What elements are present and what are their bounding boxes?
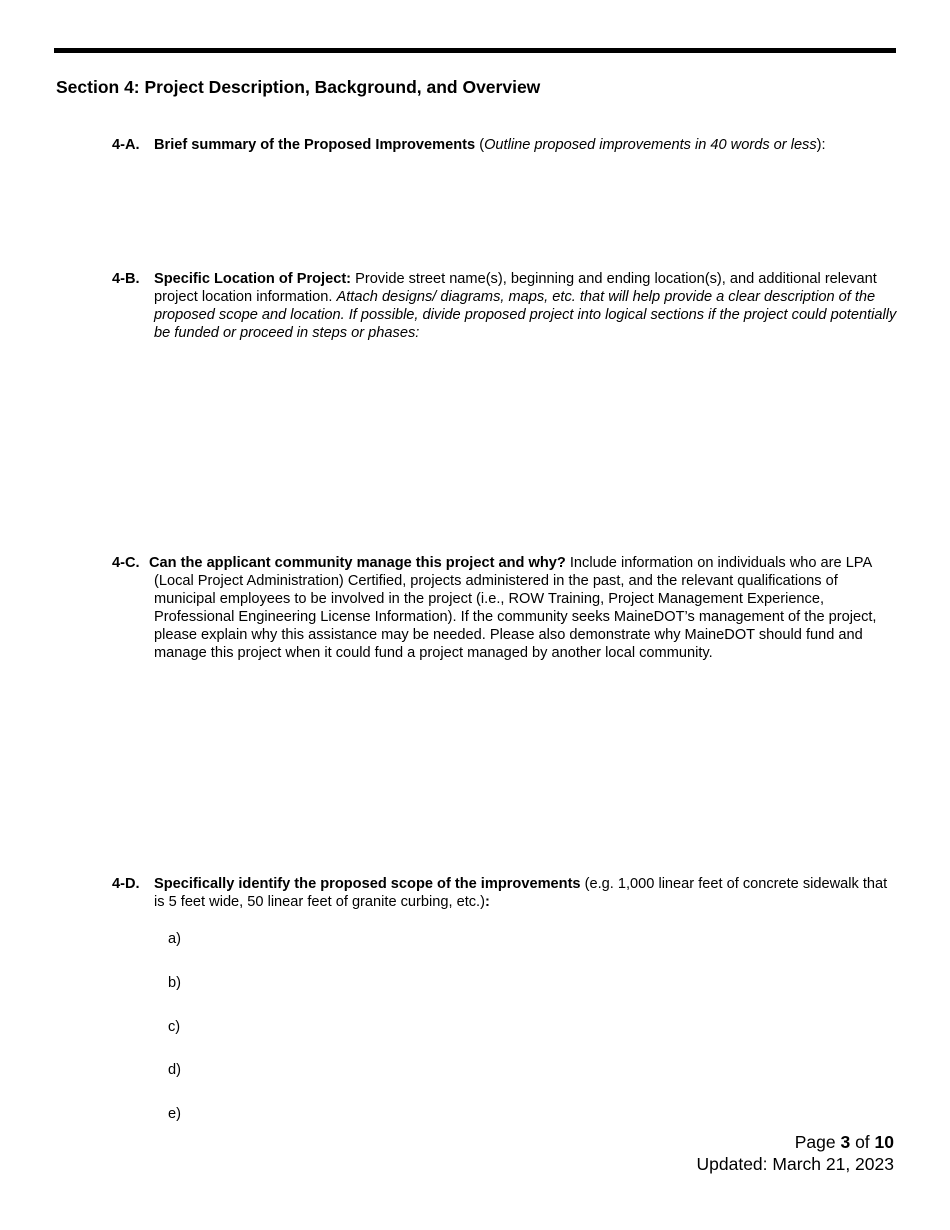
question-instruction: Outline proposed improvements in 40 words or less [484, 137, 817, 153]
question-4a [112, 137, 900, 155]
list-item: e) [168, 1106, 181, 1123]
question-text: Can the applicant community manage this project and why? Include information on individuals who are LPA (Local Project Administration) Certified, projects administered in the past, and the relevant qualifications of municipal employees to be involved in the project (i.e., ROW Training, Project Management Experience, Professional Engineering License Information). If the community seeks MaineDOT’s management of the project, please explain why this assistance may be needed. Please also demonstrate why MaineDOT should fund and manage this project when it could fund a project managed by another local community. [149, 555, 877, 661]
question-4d [112, 876, 900, 912]
question-title: Specifically identify the proposed scope of the improvements [154, 876, 581, 892]
question-number: 4-B. [112, 271, 140, 287]
section-title: Section 4: Project Description, Background, and Overview [56, 77, 541, 97]
question-title: Brief summary of the Proposed Improvements [154, 137, 476, 153]
question-4b [112, 271, 900, 343]
question-instruction: Attach designs/ diagrams, maps, etc. that will help provide a clear description of the proposed scope and location. If possible, divide proposed project into logical sections if the project could potentially be funded or proceed in steps or phases: [154, 288, 897, 341]
question-text: Specifically identify the proposed scope of the improvements (e.g. 1,000 linear feet of concrete sidewalk that is 5 feet wide, 50 linear feet of granite curbing, etc.): [154, 876, 888, 910]
scope-list [168, 930, 181, 1149]
question-4c [112, 555, 900, 662]
header-rule [54, 48, 896, 53]
list-item: a) [168, 931, 181, 947]
list-item: c) [168, 1018, 181, 1035]
list-item: d) [168, 1062, 181, 1079]
page-footer [697, 1131, 895, 1175]
question-number: 4-C. [112, 555, 140, 571]
page-number: Page 3 of 10 [794, 1132, 894, 1152]
question-title: Can the applicant community manage this project and why? [149, 555, 566, 571]
list-item: b) [168, 974, 181, 991]
question-number: 4-A. [112, 137, 140, 153]
question-title: Specific Location of Project: [154, 271, 352, 287]
question-text: Brief summary of the Proposed Improvements (Outline proposed improvements in 40 words or less): [154, 137, 826, 153]
question-number: 4-D. [112, 876, 140, 892]
question-text: Specific Location of Project: Provide street name(s), beginning and ending location(s), and additional relevant project location information. Attach designs/ diagrams, maps, etc. that will help provide a clear description of the proposed scope and location. If possible, divide proposed project into logical sections if the project could potentially be funded or proceed in steps or phases: [154, 271, 897, 341]
updated-date: Updated: March 21, 2023 [696, 1154, 894, 1174]
